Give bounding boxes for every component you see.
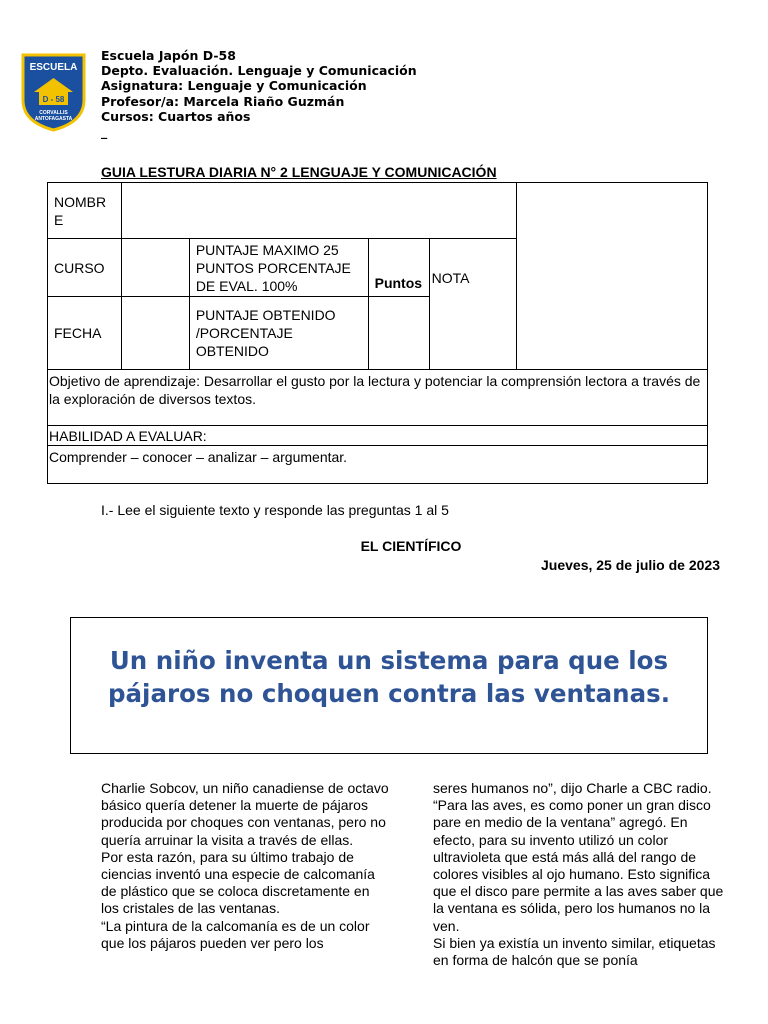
paragraph: Si bien ya existía un invento similar, etiquetas en forma de halcón que se ponía <box>433 934 716 969</box>
instructions: I.- Lee el siguiente texto y responde las preguntas 1 al 5 <box>101 502 449 518</box>
article-date: Jueves, 25 de julio de 2023 <box>541 557 720 573</box>
article-column-right <box>433 780 733 969</box>
header-underscore: _ <box>101 124 108 140</box>
article-section <box>0 538 768 556</box>
courses: Cursos: Cuartos años <box>101 108 251 124</box>
logo-bottom-line2: ANTOFAGASTA <box>34 116 73 122</box>
curso-label: CURSO <box>48 239 122 297</box>
nota-label: NOTA <box>429 239 517 370</box>
paragraph: Charlie Sobcov, un niño canadiense de octavo básico quería detener la muerte de pájaros producida por choques con ventanas, pero no quería arruinar la visita a través de ellas. <box>101 780 389 848</box>
student-info-table <box>47 182 708 484</box>
paragraph: Por esta razón, para su último trabajo de ciencias inventó una especie de calcomanía de plástico que se coloca discretamente en los cristales de las ventanas. <box>101 848 375 917</box>
grade-box <box>517 183 708 370</box>
section-title: EL CIENTÍFICO <box>360 538 462 554</box>
curso-field[interactable] <box>121 239 189 297</box>
puntos-field[interactable] <box>368 297 429 370</box>
nombre-label: NOMBRE <box>48 183 122 239</box>
puntaje-obtenido: PUNTAJE OBTENIDO /PORCENTAJE OBTENIDO <box>189 297 368 370</box>
logo-bottom-line1: CORVALLIS <box>39 110 68 116</box>
school-name: Escuela Japón D-58 <box>101 48 236 63</box>
department: Depto. Evaluación. Lenguaje y Comunicación <box>101 63 417 79</box>
school-header <box>101 48 417 139</box>
paragraph: seres humanos no”, dijo Charle a CBC radio. “Para las aves, es como poner un gran disco pare en medio de la ventana” agregó. En efecto, para su invento utilizó un color ultravioleta que está más allá del rango de colores visibles al ojo humano. Esto significa que el disco pare permite a las aves saber que la ventana es sólida, pero los humanos no la ven. <box>433 780 724 934</box>
logo-badge-text: D - 58 <box>42 95 65 104</box>
skills-list: Comprender – conocer – analizar – argumentar. <box>48 446 708 484</box>
fecha-field[interactable] <box>121 297 189 370</box>
puntos-label: Puntos <box>368 239 429 297</box>
puntaje-maximo: PUNTAJE MAXIMO 25 PUNTOS PORCENTAJE DE EVAL. 100% <box>189 239 368 297</box>
logo-top-text: ESCUELA <box>29 62 78 73</box>
guide-title: GUIA LESTURA DIARIA N° 2 LENGUAJE Y COMUNICACIÓN <box>101 164 497 180</box>
learning-objective: Objetivo de aprendizaje: Desarrollar el gusto por la lectura y potenciar la comprensión lectora a través de la exploración de diversos textos. <box>48 370 708 426</box>
paragraph: “La pintura de la calcomanía es de un color que los pájaros pueden ver pero los <box>101 917 370 951</box>
headline: Un niño inventa un sistema para que los pájaros no choquen contra las ventanas. <box>107 646 671 708</box>
teacher: Profesor/a: Marcela Riaño Guzmán <box>101 93 345 109</box>
nombre-field[interactable] <box>121 183 517 239</box>
school-logo <box>20 52 87 132</box>
article-column-left <box>101 780 391 952</box>
skill-label: HABILIDAD A EVALUAR: <box>48 426 708 446</box>
subject: Asignatura: Lenguaje y Comunicación <box>101 78 367 94</box>
headline-box <box>70 617 708 754</box>
fecha-label: FECHA <box>48 297 122 370</box>
